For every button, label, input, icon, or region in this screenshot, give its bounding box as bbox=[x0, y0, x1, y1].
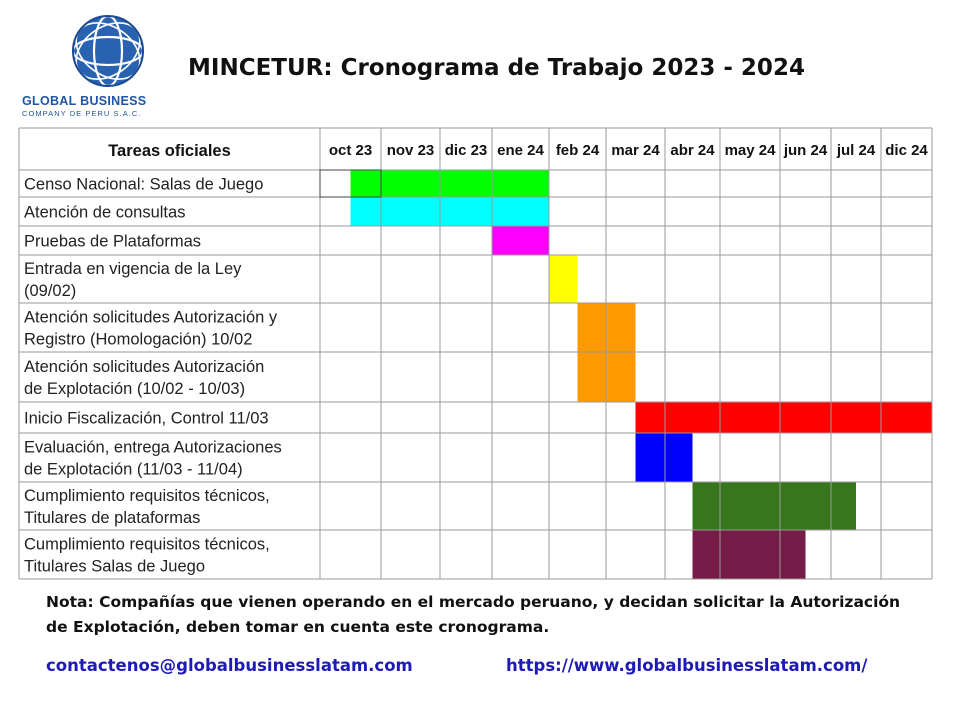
gantt-bar bbox=[351, 170, 550, 197]
task-label: de Explotación (10/02 - 10/03) bbox=[24, 380, 246, 398]
month-header: nov 23 bbox=[386, 142, 435, 159]
website-link[interactable]: https://www.globalbusinesslatam.com/ bbox=[506, 656, 868, 675]
task-label: Entrada en vigencia de la Ley bbox=[24, 260, 242, 278]
contact-email-link[interactable]: contactenos@globalbusinesslatam.com bbox=[46, 656, 413, 675]
logo-company-subtitle: COMPANY DE PERU S.A.C. bbox=[22, 109, 142, 118]
task-label: Atención solicitudes Autorización y bbox=[24, 308, 278, 327]
month-header: jun 24 bbox=[783, 142, 828, 159]
gantt-bar bbox=[636, 433, 693, 482]
task-column-header: Tareas oficiales bbox=[108, 142, 231, 160]
task-label: (09/02) bbox=[24, 282, 77, 300]
task-label: Titulares de plataformas bbox=[24, 509, 201, 527]
month-header: jul 24 bbox=[836, 142, 876, 159]
gantt-bar bbox=[492, 226, 549, 255]
gantt-bar bbox=[693, 530, 806, 579]
month-header: abr 24 bbox=[670, 142, 715, 159]
month-header: dic 24 bbox=[885, 142, 928, 159]
month-header: dic 23 bbox=[444, 142, 488, 159]
logo-company-name: GLOBAL BUSINESS bbox=[22, 94, 147, 108]
gantt-bar bbox=[549, 255, 578, 303]
task-label: Cumplimiento requisitos técnicos, bbox=[24, 487, 270, 505]
task-label: Cumplimiento requisitos técnicos, bbox=[24, 535, 270, 554]
month-header: ene 24 bbox=[497, 142, 544, 159]
month-header: mar 24 bbox=[611, 142, 660, 159]
page-title: MINCETUR: Cronograma de Trabajo 2023 - 2024 bbox=[188, 55, 805, 81]
task-label: de Explotación (11/03 - 11/04) bbox=[24, 460, 243, 479]
task-label: Inicio Fiscalización, Control 11/03 bbox=[24, 409, 269, 428]
task-label: Evaluación, entrega Autorizaciones bbox=[24, 438, 282, 457]
month-header: feb 24 bbox=[555, 142, 600, 159]
gantt-bar bbox=[351, 197, 550, 226]
task-label: Censo Nacional: Salas de Juego bbox=[24, 175, 264, 194]
month-header: oct 23 bbox=[328, 142, 373, 159]
task-label: Atención de consultas bbox=[24, 203, 186, 222]
gantt-bar bbox=[636, 402, 933, 433]
month-header: may 24 bbox=[724, 142, 776, 159]
schedule-note: Nota: Compañías que vienen operando en el mercado peruano, y decidan solicitar la Autorización de Explotación, deben tomar en cuenta este cronograma. bbox=[46, 593, 901, 636]
task-label: Atención solicitudes Autorización bbox=[24, 358, 265, 376]
task-label: Titulares Salas de Juego bbox=[24, 557, 205, 576]
task-label: Registro (Homologación) 10/02 bbox=[24, 330, 253, 349]
task-label: Pruebas de Plataformas bbox=[24, 232, 202, 251]
